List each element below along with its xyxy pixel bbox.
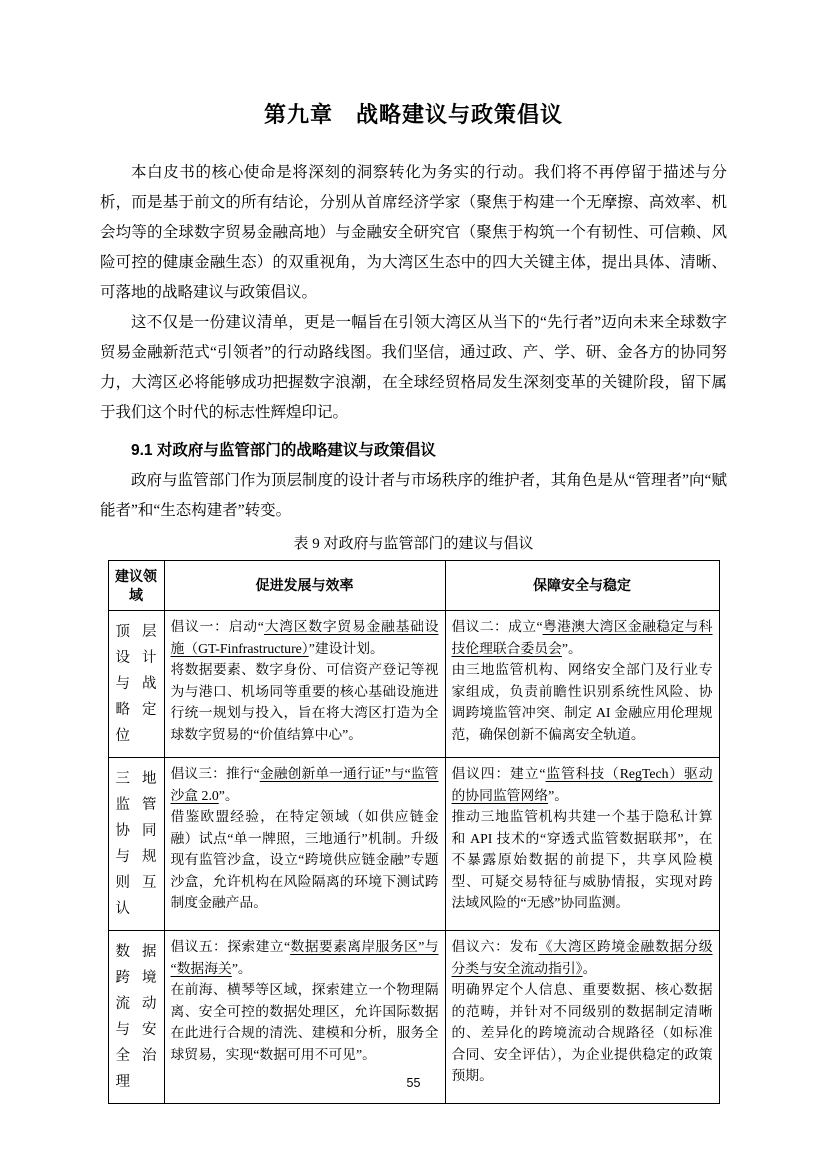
initiative-body: 由三地监管机构、网络安全部门及行业专家组成，负责前瞻性识别系统性风险、协调跨境监管冲突、制定 AI 金融应用伦理规范，确保创新不偏离安全轨道。 [451, 662, 713, 742]
initiative-title-prefix: 倡议一：启动“ [170, 619, 264, 634]
initiative-title-prefix: 倡议三：推行“ [170, 766, 260, 781]
domain-cell: 顶层设计与战略定位 [108, 611, 164, 758]
recommendations-table [108, 560, 720, 1104]
table-caption: 表 9 对政府与监管部门的建议与倡议 [293, 536, 534, 552]
initiative-title-name: 大湾区数字贸易金融基础设施（GT-Finfrastructure） [170, 619, 439, 656]
initiative-title [171, 936, 439, 979]
header-develop: 促进发展与效率 [164, 561, 445, 611]
page-number: 55 [406, 1076, 421, 1090]
chapter-title: 第九章 战略建议与政策倡议 [263, 102, 563, 127]
initiative-title-prefix: 倡议六：发布 [451, 939, 539, 954]
initiative-title-suffix: ”。 [231, 960, 252, 976]
initiative-title-prefix: 倡议二：成立“ [451, 619, 543, 634]
initiative-title-suffix: ”。 [561, 640, 582, 656]
develop-cell [164, 758, 445, 931]
domain-cell: 三地监管协同与规则互认 [108, 758, 164, 931]
initiative-title-name: 金融创新单一通行证”与“监管沙盒 2.0 [170, 766, 439, 803]
initiative-body: 明确界定个人信息、重要数据、核心数据的范畴，并针对不同级别的数据制定清晰的、差异化的跨境流动合规路径（如标准合同、安全评估），为企业提供稳定的政策预期。 [451, 982, 713, 1083]
initiative-title [452, 936, 713, 979]
intro-paragraph-1: 本白皮书的核心使命是将深刻的洞察转化为务实的行动。我们将不再停留于描述与分析，而是基于前文的所有结论，分别从首席经济学家（聚焦于构建一个无摩擦、高效率、机会均等的全球数字贸易金融高地）与金融安全研究官（聚焦于构筑一个有韧性、可信赖、风险可控的健康金融生态）的双重视角，为大湾区生态中的四大关键主体，提出具体、清晰、可落地的战略建议与政策倡议。 [100, 164, 727, 301]
header-secure: 保障安全与稳定 [445, 561, 719, 611]
section-heading-9-1: 9.1 对政府与监管部门的战略建议与政策倡议 [131, 442, 436, 459]
secure-cell [445, 611, 719, 758]
initiative-title [452, 616, 713, 659]
initiative-body: 推动三地监管机构共建一个基于隐私计算和 API 技术的“穿透式监管数据联邦”，在不暴露原始数据的前提下，共享风险模型、可疑交易特征与威胁情报，实现对跨法域风险的“无感”协同监测。 [451, 809, 713, 910]
initiative-title-prefix: 倡议四：建立“ [451, 766, 546, 781]
initiative-title [171, 763, 439, 806]
initiative-title-prefix: 倡议五：探索建立“ [170, 939, 291, 954]
initiative-title-suffix: 。 [582, 960, 597, 976]
initiative-title-suffix: ”。 [218, 787, 239, 803]
domain-cell: 数据跨境流动与安全治理 [108, 931, 164, 1104]
header-domain: 建议领域 [108, 561, 164, 611]
initiative-title [452, 763, 713, 806]
initiative-body: 在前海、横琴等区域，探索建立一个物理隔离、安全可控的数据处理区，允许国际数据在此进行合规的清洗、建模和分析，服务全球贸易，实现“数据可用不可见”。 [170, 982, 439, 1062]
initiative-title-suffix: ”建设计划。 [308, 640, 384, 656]
initiative-title-name: 监管科技（RegTech）驱动的协同监管网络 [451, 766, 713, 803]
table-row [108, 758, 719, 931]
table-header-row [108, 561, 719, 611]
initiative-title-name: 粤港澳大湾区金融稳定与科技伦理联合委员会 [451, 619, 713, 656]
table-row [108, 611, 719, 758]
initiative-title-name: 《大湾区跨境金融数据分级分类与安全流动指引》 [451, 939, 713, 976]
initiative-title-name: 数据要素离岸服务区”与“数据海关 [170, 939, 439, 976]
initiative-body: 将数据要素、数字身份、可信资产登记等视为与港口、机场同等重要的核心基础设施进行统一规划与投入，旨在将大湾区打造为全球数字贸易的“价值结算中心”。 [170, 662, 439, 742]
secure-cell [445, 758, 719, 931]
section-paragraph: 政府与监管部门作为顶层制度的设计者与市场秩序的维护者，其角色是从“管理者”向“赋能者”和“生态构建者”转变。 [100, 472, 727, 519]
initiative-title [171, 616, 439, 659]
develop-cell [164, 611, 445, 758]
initiative-body: 借鉴欧盟经验，在特定领域（如供应链金融）试点“单一牌照，三地通行”机制。升级现有监管沙盒，设立“跨境供应链金融”专题沙盒，允许机构在风险隔离的环境下测试跨制度金融产品。 [170, 809, 439, 910]
intro-paragraph-2: 这不仅是一份建议清单，更是一幅旨在引领大湾区从当下的“先行者”迈向未来全球数字贸易金融新范式“引领者”的行动路线图。我们坚信，通过政、产、学、研、金各方的协同努力，大湾区必将能够成功把握数字浪潮，在全球经贸格局发生深刻变革的关键阶段，留下属于我们这个时代的标志性辉煌印记。 [100, 314, 727, 421]
initiative-title-suffix: ”。 [548, 787, 568, 803]
